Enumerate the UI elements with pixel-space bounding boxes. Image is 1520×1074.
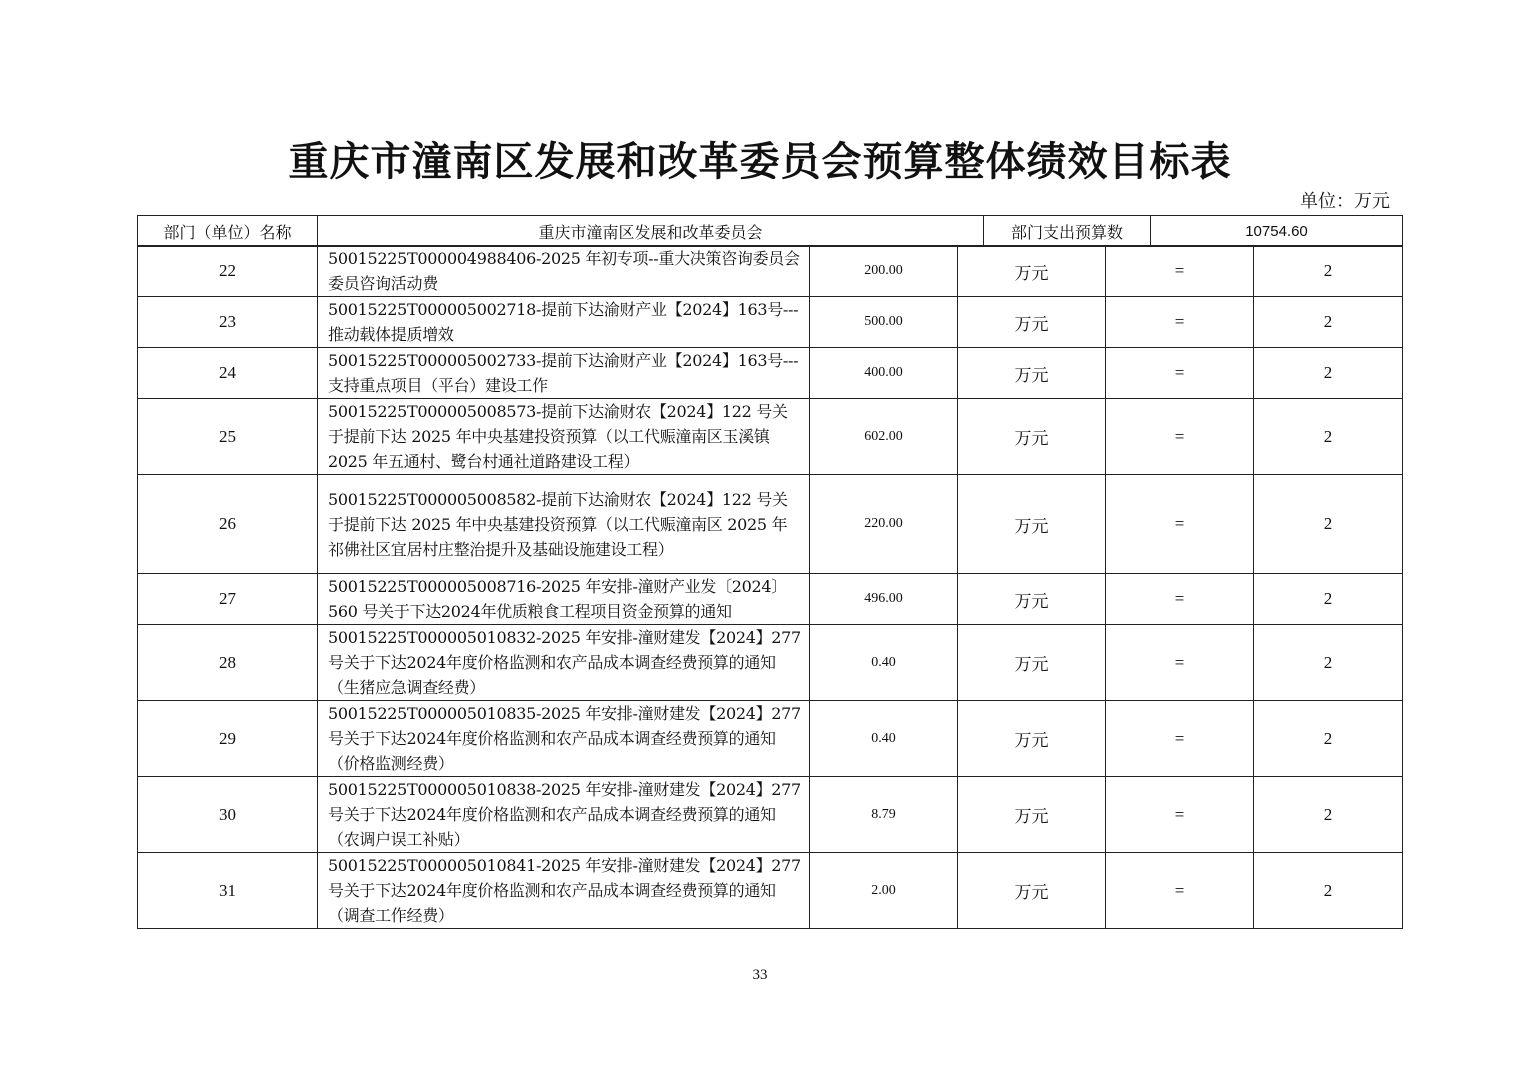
comparison-operator: = — [1106, 297, 1254, 348]
project-name: 50015225T000005002718-提前下达渝财产业【2024】163号---推动载体提质增效 — [318, 297, 810, 348]
index-value: 2.00 — [810, 853, 958, 929]
page-number: 33 — [752, 967, 768, 983]
target-value: 2 — [1254, 625, 1403, 701]
index-value: 0.40 — [810, 701, 958, 777]
target-value: 2 — [1254, 853, 1403, 929]
row-index: 27 — [138, 574, 318, 625]
index-value: 496.00 — [810, 574, 958, 625]
target-value: 2 — [1254, 399, 1403, 475]
row-index: 22 — [138, 246, 318, 297]
project-name: 50015225T000005002733-提前下达渝财产业【2024】163号---支持重点项目（平台）建设工作 — [318, 348, 810, 399]
measure-unit: 万元 — [958, 574, 1106, 625]
index-value: 500.00 — [810, 297, 958, 348]
target-value: 2 — [1254, 574, 1403, 625]
comparison-operator: = — [1106, 246, 1254, 297]
page-title: 重庆市潼南区发展和改革委员会预算整体绩效目标表 — [288, 138, 1232, 185]
table-row — [138, 853, 1403, 929]
target-value: 2 — [1254, 777, 1403, 853]
row-index: 30 — [138, 777, 318, 853]
measure-unit: 万元 — [958, 625, 1106, 701]
index-value: 602.00 — [810, 399, 958, 475]
unit-label: 单位：万元 — [1300, 191, 1390, 212]
row-index: 26 — [138, 475, 318, 574]
budget-label: 部门支出预算数 — [984, 216, 1151, 247]
dept-name: 重庆市潼南区发展和改革委员会 — [318, 216, 984, 247]
row-index: 25 — [138, 399, 318, 475]
project-name: 50015225T000005010838-2025 年安排-潼财建发【2024】277 号关于下达2024年度价格监测和农产品成本调查经费预算的通知（农调户误工补贴） — [318, 777, 810, 853]
comparison-operator: = — [1106, 625, 1254, 701]
dept-label: 部门（单位）名称 — [138, 216, 318, 247]
row-index: 23 — [138, 297, 318, 348]
comparison-operator: = — [1106, 348, 1254, 399]
budget-value: 10754.60 — [1151, 216, 1403, 247]
table-row — [138, 246, 1403, 297]
target-value: 2 — [1254, 701, 1403, 777]
table-row — [138, 399, 1403, 475]
index-value: 400.00 — [810, 348, 958, 399]
project-name: 50015225T000005010841-2025 年安排-潼财建发【2024】277 号关于下达2024年度价格监测和农产品成本调查经费预算的通知（调查工作经费） — [318, 853, 810, 929]
table-row — [138, 777, 1403, 853]
index-value: 8.79 — [810, 777, 958, 853]
comparison-operator: = — [1106, 853, 1254, 929]
index-value: 0.40 — [810, 625, 958, 701]
row-index: 31 — [138, 853, 318, 929]
measure-unit: 万元 — [958, 246, 1106, 297]
table-row — [138, 297, 1403, 348]
project-name: 50015225T000005008716-2025 年安排-潼财产业发〔2024〕560 号关于下达2024年优质粮食工程项目资金预算的通知 — [318, 574, 810, 625]
table-row — [138, 574, 1403, 625]
project-name: 50015225T000005008573-提前下达渝财农【2024】122 号关于提前下达 2025 年中央基建投资预算（以工代赈潼南区玉溪镇 2025 年五通村、鹭台村通社道路建设工程） — [318, 399, 810, 475]
project-name: 50015225T000005008582-提前下达渝财农【2024】122 号关于提前下达 2025 年中央基建投资预算（以工代赈潼南区 2025 年祁佛社区宜居村庄整治提升及基础设施建设工程） — [318, 475, 810, 574]
comparison-operator: = — [1106, 574, 1254, 625]
project-name: 50015225T000005010832-2025 年安排-潼财建发【2024】277 号关于下达2024年度价格监测和农产品成本调查经费预算的通知（生猪应急调查经费） — [318, 625, 810, 701]
comparison-operator: = — [1106, 475, 1254, 574]
row-index: 28 — [138, 625, 318, 701]
row-index: 24 — [138, 348, 318, 399]
measure-unit: 万元 — [958, 777, 1106, 853]
header-table — [137, 215, 1403, 247]
target-value: 2 — [1254, 297, 1403, 348]
table-row — [138, 625, 1403, 701]
project-name: 50015225T000005010835-2025 年安排-潼财建发【2024】277 号关于下达2024年度价格监测和农产品成本调查经费预算的通知（价格监测经费） — [318, 701, 810, 777]
comparison-operator: = — [1106, 399, 1254, 475]
target-value: 2 — [1254, 475, 1403, 574]
performance-table — [137, 245, 1403, 929]
comparison-operator: = — [1106, 701, 1254, 777]
comparison-operator: = — [1106, 777, 1254, 853]
measure-unit: 万元 — [958, 399, 1106, 475]
table-row — [138, 701, 1403, 777]
target-value: 2 — [1254, 246, 1403, 297]
table-row — [138, 475, 1403, 574]
measure-unit: 万元 — [958, 475, 1106, 574]
measure-unit: 万元 — [958, 853, 1106, 929]
project-name: 50015225T000004988406-2025 年初专项--重大决策咨询委员会委员咨询活动费 — [318, 246, 810, 297]
measure-unit: 万元 — [958, 701, 1106, 777]
header-row — [138, 216, 1403, 247]
index-value: 200.00 — [810, 246, 958, 297]
measure-unit: 万元 — [958, 297, 1106, 348]
row-index: 29 — [138, 701, 318, 777]
measure-unit: 万元 — [958, 348, 1106, 399]
table-row — [138, 348, 1403, 399]
target-value: 2 — [1254, 348, 1403, 399]
index-value: 220.00 — [810, 475, 958, 574]
